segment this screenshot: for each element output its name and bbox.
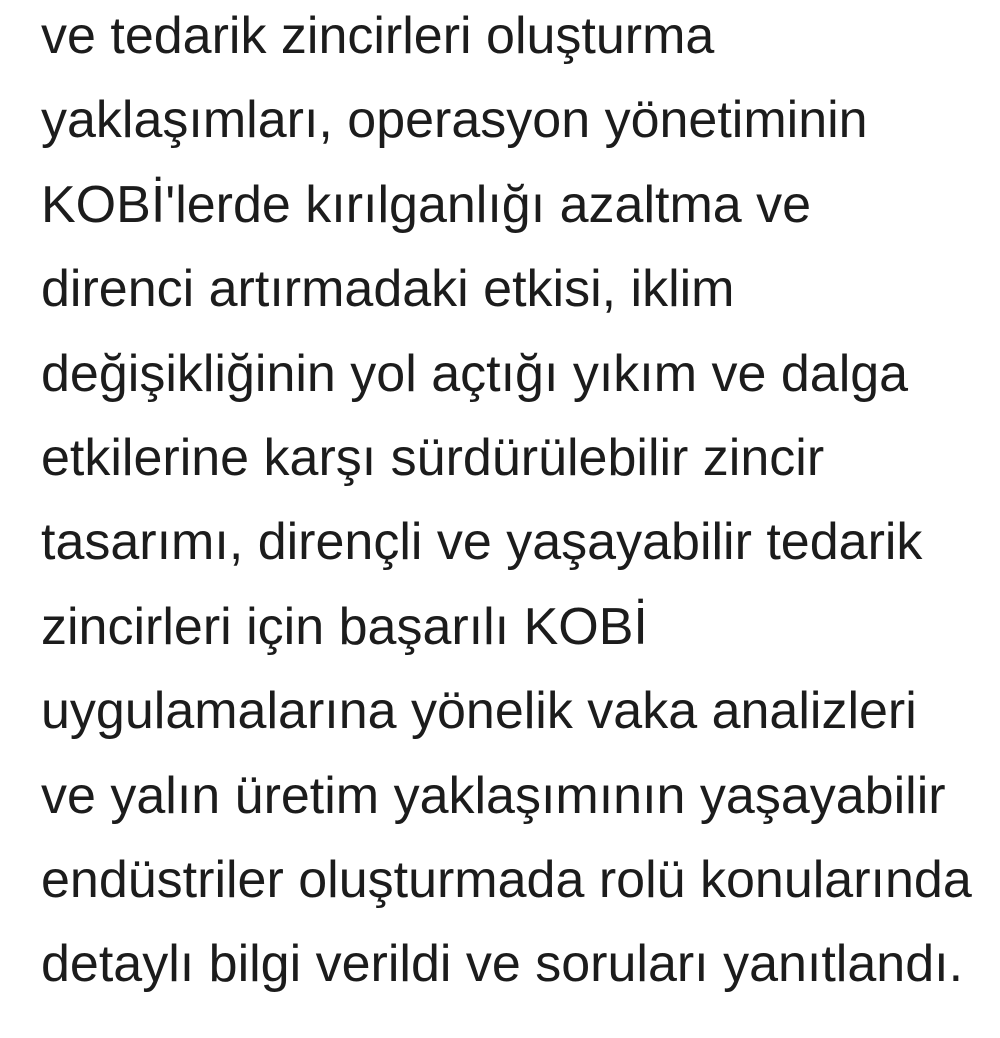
text-line: tasarımı, dirençli ve yaşayabilir tedarik bbox=[41, 513, 923, 572]
text-line: detaylı bilgi verildi ve soruları yanıtlandı. bbox=[41, 935, 964, 994]
text-line: yaklaşımları, operasyon yönetiminin bbox=[41, 91, 868, 150]
text-line: endüstriler oluşturmada rolü konularında bbox=[41, 851, 972, 910]
text-line: KOBİ'lerde kırılganlığı azaltma ve bbox=[41, 175, 812, 234]
text-line: ve tedarik zincirleri oluşturma bbox=[41, 7, 715, 65]
text-line: etkilerine karşı sürdürülebilir zincir bbox=[41, 429, 825, 488]
text-line: ve yalın üretim yaklaşımının yaşayabilir bbox=[41, 766, 946, 825]
text-line: değişikliğinin yol açtığı yıkım ve dalga bbox=[41, 344, 909, 403]
text-line: uygulamalarına yönelik vaka analizleri bbox=[41, 682, 917, 741]
text-line: zincirleri için başarılı KOBİ bbox=[41, 597, 648, 656]
text-line: direnci artırmadaki etkisi, iklim bbox=[41, 260, 735, 319]
